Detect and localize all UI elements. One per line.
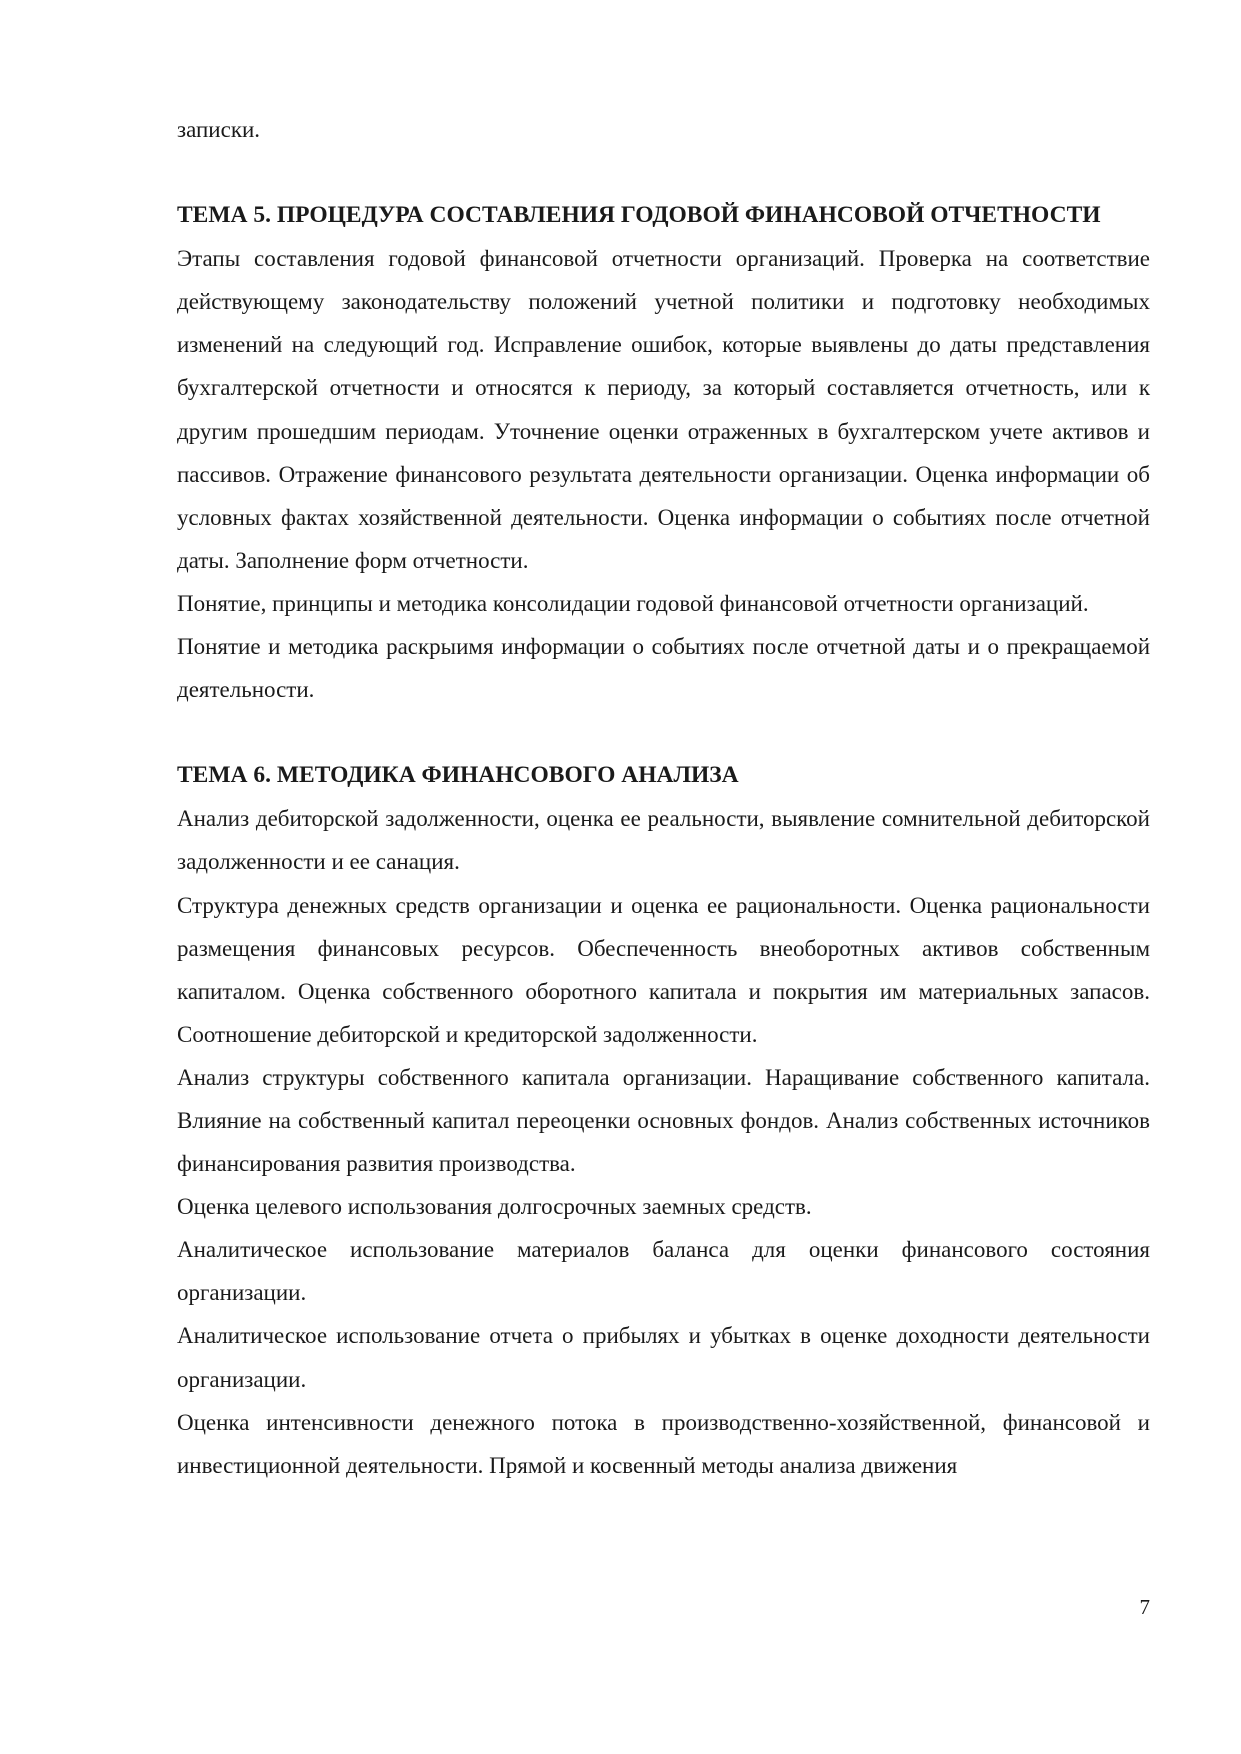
section-title: ТЕМА 6. МЕТОДИКА ФИНАНСОВОГО АНАЛИЗА (177, 762, 739, 789)
document-page (177, 108, 1150, 1487)
paragraph: Понятие и методика раскрыимя информации о событиях после отчетной даты и о прекращаемой деятельности. (177, 634, 1150, 703)
paragraph: Анализ структуры собственного капитала организации. Наращивание собственного капитала. Влияние на собственный капитал переоценки основных фондов. Анализ собственных источников финансирования развития производства. (177, 1064, 1150, 1177)
section-topic-5 (177, 194, 1150, 711)
continuation-text: записки. (177, 117, 261, 142)
paragraph: Аналитическое использование отчета о прибылях и убытках в оценке доходности деятельности организации. (177, 1323, 1150, 1392)
paragraph: Этапы составления годовой финансовой отчетности организаций. Проверка на соответствие действующему законодательству положений учетной политики и подготовку необходимых изменений на следующий год. Исправление ошибок, которые выявлены до даты представления бухгалтерской отчетности и относятся к периоду, за который составляется отчетность, или к другим прошедшим периодам. Уточнение оценки отраженных в бухгалтерском учете активов и пассивов. Отражение финансового результата деятельности организации. Оценка информации об условных фактах хозяйственной деятельности. Оценка информации о событиях после отчетной даты. Заполнение форм отчетности. (177, 246, 1150, 573)
page-number: 7 (1139, 1595, 1150, 1619)
paragraph: Структура денежных средств организации и оценка ее рациональности. Оценка рациональности размещения финансовых ресурсов. Обеспеченность внеоборотных активов собственным капиталом. Оценка собственного оборотного капитала и покрытия им материальных запасов. Соотношение дебиторской и кредиторской задолженности. (177, 892, 1150, 1047)
paragraph: Оценка интенсивности денежного потока в производственно-хозяйственной, финансовой и инвестиционной деятельности. Прямой и косвенный методы анализа движения (177, 1409, 1150, 1478)
paragraph: Аналитическое использование материалов баланса для оценки финансового состояния организации. (177, 1237, 1150, 1306)
section-title: ТЕМА 5. ПРОЦЕДУРА СОСТАВЛЕНИЯ ГОДОВОЙ ФИНАНСОВОЙ ОТЧЕТНОСТИ (177, 202, 1101, 229)
paragraph: Оценка целевого использования долгосрочных заемных средств. (177, 1194, 812, 1220)
paragraph: Анализ дебиторской задолженности, оценка ее реальности, выявление сомнительной дебиторской задолженности и ее санация. (177, 806, 1150, 875)
paragraph: Понятие, принципы и методика консолидации годовой финансовой отчетности организаций. (177, 590, 1089, 616)
section-topic-6 (177, 754, 1150, 1487)
